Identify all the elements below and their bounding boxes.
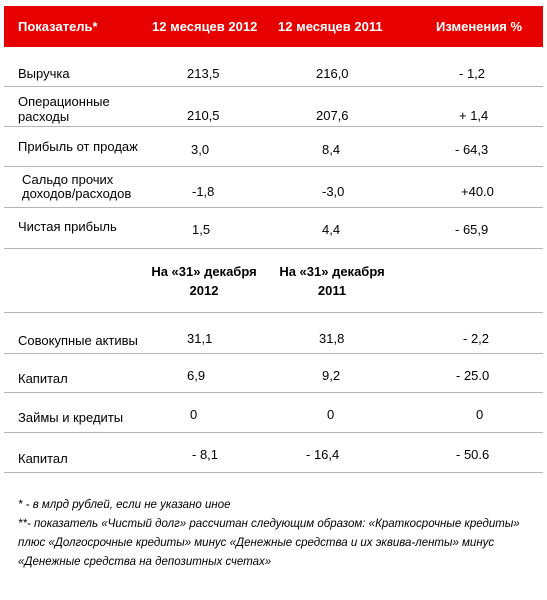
table-header bbox=[4, 6, 543, 47]
row-value-2012: 3,0 bbox=[191, 142, 210, 157]
row-change: - 25.0 bbox=[456, 368, 490, 383]
table-row bbox=[4, 208, 543, 249]
row-change: - 64,3 bbox=[455, 142, 489, 157]
row-value-2012: 0 bbox=[190, 407, 198, 422]
row-change: 0 bbox=[476, 407, 484, 422]
subheader-2012: На «31» декабря 2012 bbox=[151, 264, 257, 298]
row-value-2011: -3,0 bbox=[322, 184, 345, 199]
row-value-2011: 31,8 bbox=[319, 331, 345, 346]
row-label: Сальдо прочих доходов/расходов bbox=[22, 172, 132, 201]
row-label: Совокупные активы bbox=[18, 333, 138, 348]
financial-table bbox=[4, 6, 543, 473]
row-value-2011: 9,2 bbox=[322, 368, 341, 383]
row-label: Капитал bbox=[18, 371, 68, 386]
row-value-2012: 213,5 bbox=[187, 66, 220, 81]
row-value-2012: 6,9 bbox=[187, 368, 206, 383]
row-value-2011: 8,4 bbox=[322, 142, 341, 157]
row-change: - 2,2 bbox=[463, 331, 490, 346]
row-value-2011: 207,6 bbox=[316, 108, 349, 123]
row-label: Выручка bbox=[18, 66, 70, 81]
row-change: - 50.6 bbox=[456, 447, 490, 462]
row-value-2011: 4,4 bbox=[322, 222, 341, 237]
table-row bbox=[4, 87, 543, 127]
row-value-2012: - 8,1 bbox=[192, 447, 219, 462]
row-change: - 65,9 bbox=[455, 222, 489, 237]
header-indicator: Показатель* bbox=[18, 19, 98, 34]
row-change: + 1,4 bbox=[459, 108, 489, 123]
table-row bbox=[4, 127, 543, 167]
table-row bbox=[4, 167, 543, 208]
subheader-2011: На «31» декабря 2011 bbox=[279, 264, 385, 298]
row-label: Прибыль от продаж bbox=[18, 139, 138, 154]
row-value-2011: 216,0 bbox=[316, 66, 349, 81]
row-value-2011: 0 bbox=[327, 407, 335, 422]
row-label: Чистая прибыль bbox=[18, 219, 117, 234]
table-row bbox=[4, 393, 543, 433]
row-change: +40.0 bbox=[461, 184, 494, 199]
table-row bbox=[4, 354, 543, 393]
footnote-net-debt: **- показатель «Чистый долг» рассчитан следующим образом: «Краткосрочные кредиты» плюс «Долгосрочные кредиты» минус «Денежные средства и их эквива-ленты» минус «Денежные средства на депозитных счетах» bbox=[18, 518, 520, 568]
header-2011: 12 месяцев 2011 bbox=[278, 19, 383, 34]
header-change: Изменения % bbox=[436, 19, 523, 34]
footnote-units: * - в млрд рублей, если не указано иное bbox=[18, 499, 231, 511]
row-value-2012: 31,1 bbox=[187, 331, 213, 346]
date-subheader bbox=[4, 249, 543, 313]
row-value-2012: 210,5 bbox=[187, 108, 220, 123]
row-label: Операционные расходы bbox=[18, 94, 110, 124]
table-row bbox=[4, 433, 543, 473]
row-change: - 1,2 bbox=[459, 66, 486, 81]
header-2012: 12 месяцев 2012 bbox=[152, 19, 258, 34]
row-value-2012: -1,8 bbox=[192, 184, 215, 199]
table-row bbox=[4, 47, 543, 87]
footnotes bbox=[18, 496, 528, 572]
row-value-2012: 1,5 bbox=[192, 222, 211, 237]
table-row bbox=[4, 313, 543, 354]
row-value-2011: - 16,4 bbox=[306, 447, 340, 462]
row-label: Займы и кредиты bbox=[18, 410, 124, 425]
row-label: Капитал bbox=[18, 451, 68, 466]
